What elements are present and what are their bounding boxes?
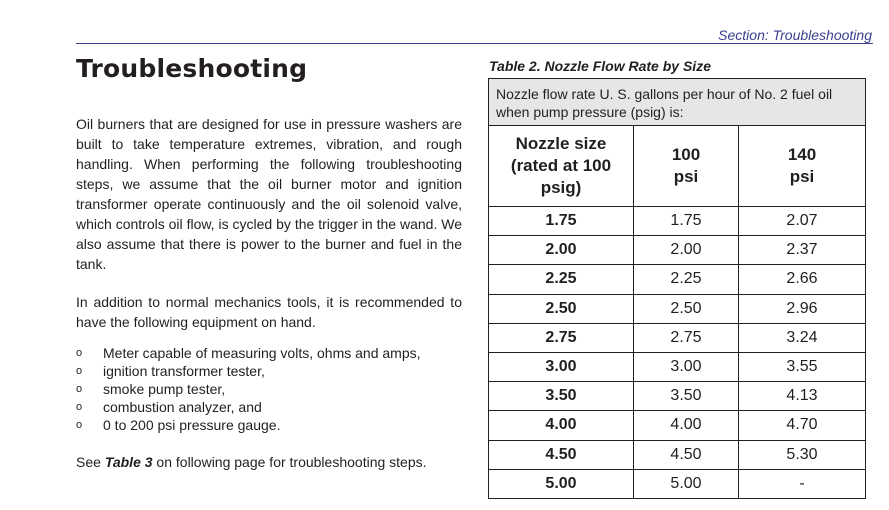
list-item [76,398,462,416]
table-row [489,207,866,236]
flow-140-cell: - [739,469,866,498]
table-row [489,236,866,265]
column-header-text: psi [673,167,699,186]
flow-100-cell: 3.00 [634,352,739,381]
nozzle-size-cell: 1.75 [489,207,634,236]
nozzle-size-cell: 2.75 [489,323,634,352]
nozzle-size-cell: 2.50 [489,294,634,323]
column-header-nozzle-size [489,126,634,207]
flow-140-cell: 3.55 [739,352,866,381]
see-suffix: on following page for troubleshooting steps. [152,454,427,470]
flow-140-cell: 4.13 [739,382,866,411]
column-header-100-psi [634,126,739,207]
flow-100-cell: 4.50 [634,440,739,469]
list-item [76,416,462,434]
column-header-text: (rated at 100 [510,156,612,175]
table-caption: Table 2. Nozzle Flow Rate by Size [489,58,711,74]
flow-100-cell: 2.00 [634,236,739,265]
flow-100-cell: 2.75 [634,323,739,352]
flow-100-cell: 5.00 [634,469,739,498]
bullet-icon: o [76,419,83,431]
flow-100-cell: 3.50 [634,382,739,411]
column-header-140-psi [739,126,866,207]
list-item [76,380,462,398]
flow-140-cell: 2.07 [739,207,866,236]
table-row [489,323,866,352]
table-row [489,411,866,440]
flow-140-cell: 2.96 [739,294,866,323]
column-header-text: 140 [787,145,817,164]
table-row [489,469,866,498]
table-row [489,294,866,323]
bullet-icon: o [76,383,83,395]
intro-paragraph: Oil burners that are designed for use in pressure washers are built to take temperature extremes, vibration, and rough handling. When performing the following troubleshooting steps, we assume that the oil burner motor and ignition transformer operate continuously and the oil solenoid valve, which controls oil flow, is cycled by the trigger in the wand. We also assume that there is power to the burner and fuel in the tank. [76,116,462,272]
flow-100-cell: 1.75 [634,207,739,236]
nozzle-size-cell: 4.50 [489,440,634,469]
table-reference-link: Table 3 [104,454,153,470]
nozzle-size-cell: 5.00 [489,469,634,498]
column-header-text: psi [789,167,815,186]
list-item [76,362,462,380]
column-header-text: 100 [671,145,701,164]
see-prefix: See [76,454,105,470]
flow-140-cell: 2.66 [739,265,866,294]
flow-140-cell: 3.24 [739,323,866,352]
table-row [489,352,866,381]
column-header-text: Nozzle size [515,134,607,153]
nozzle-flow-table [488,78,866,499]
bullet-icon: o [76,347,83,359]
table-row [489,382,866,411]
table-row [489,265,866,294]
flow-100-cell: 2.50 [634,294,739,323]
equipment-list [76,344,462,434]
table-row [489,440,866,469]
nozzle-size-cell: 3.50 [489,382,634,411]
flow-140-cell: 2.37 [739,236,866,265]
equipment-paragraph: In addition to normal mechanics tools, it is recommended to have the following equipment on hand. [76,294,462,330]
page-title: Troubleshooting [76,54,308,83]
nozzle-size-cell: 4.00 [489,411,634,440]
list-item-text: 0 to 200 psi pressure gauge. [103,417,281,433]
bullet-icon: o [76,365,83,377]
nozzle-size-cell: 3.00 [489,352,634,381]
list-item-text: ignition transformer tester, [103,363,265,379]
list-item-text: smoke pump tester, [103,381,226,397]
flow-140-cell: 4.70 [739,411,866,440]
nozzle-size-cell: 2.00 [489,236,634,265]
flow-100-cell: 4.00 [634,411,739,440]
section-label: Section: Troubleshooting [718,27,872,43]
list-item [76,344,462,362]
see-reference-line [76,452,462,472]
flow-140-cell: 5.30 [739,440,866,469]
list-item-text: combustion analyzer, and [103,399,262,415]
list-item-text: Meter capable of measuring volts, ohms and amps, [103,345,421,361]
nozzle-size-cell: 2.25 [489,265,634,294]
column-header-text: psig) [540,178,582,197]
flow-100-cell: 2.25 [634,265,739,294]
table-intro: Nozzle flow rate U. S. gallons per hour of No. 2 fuel oil when pump pressure (psig) is: [489,79,866,126]
body-text-column [76,114,462,472]
bullet-icon: o [76,401,83,413]
header-divider [76,43,873,44]
